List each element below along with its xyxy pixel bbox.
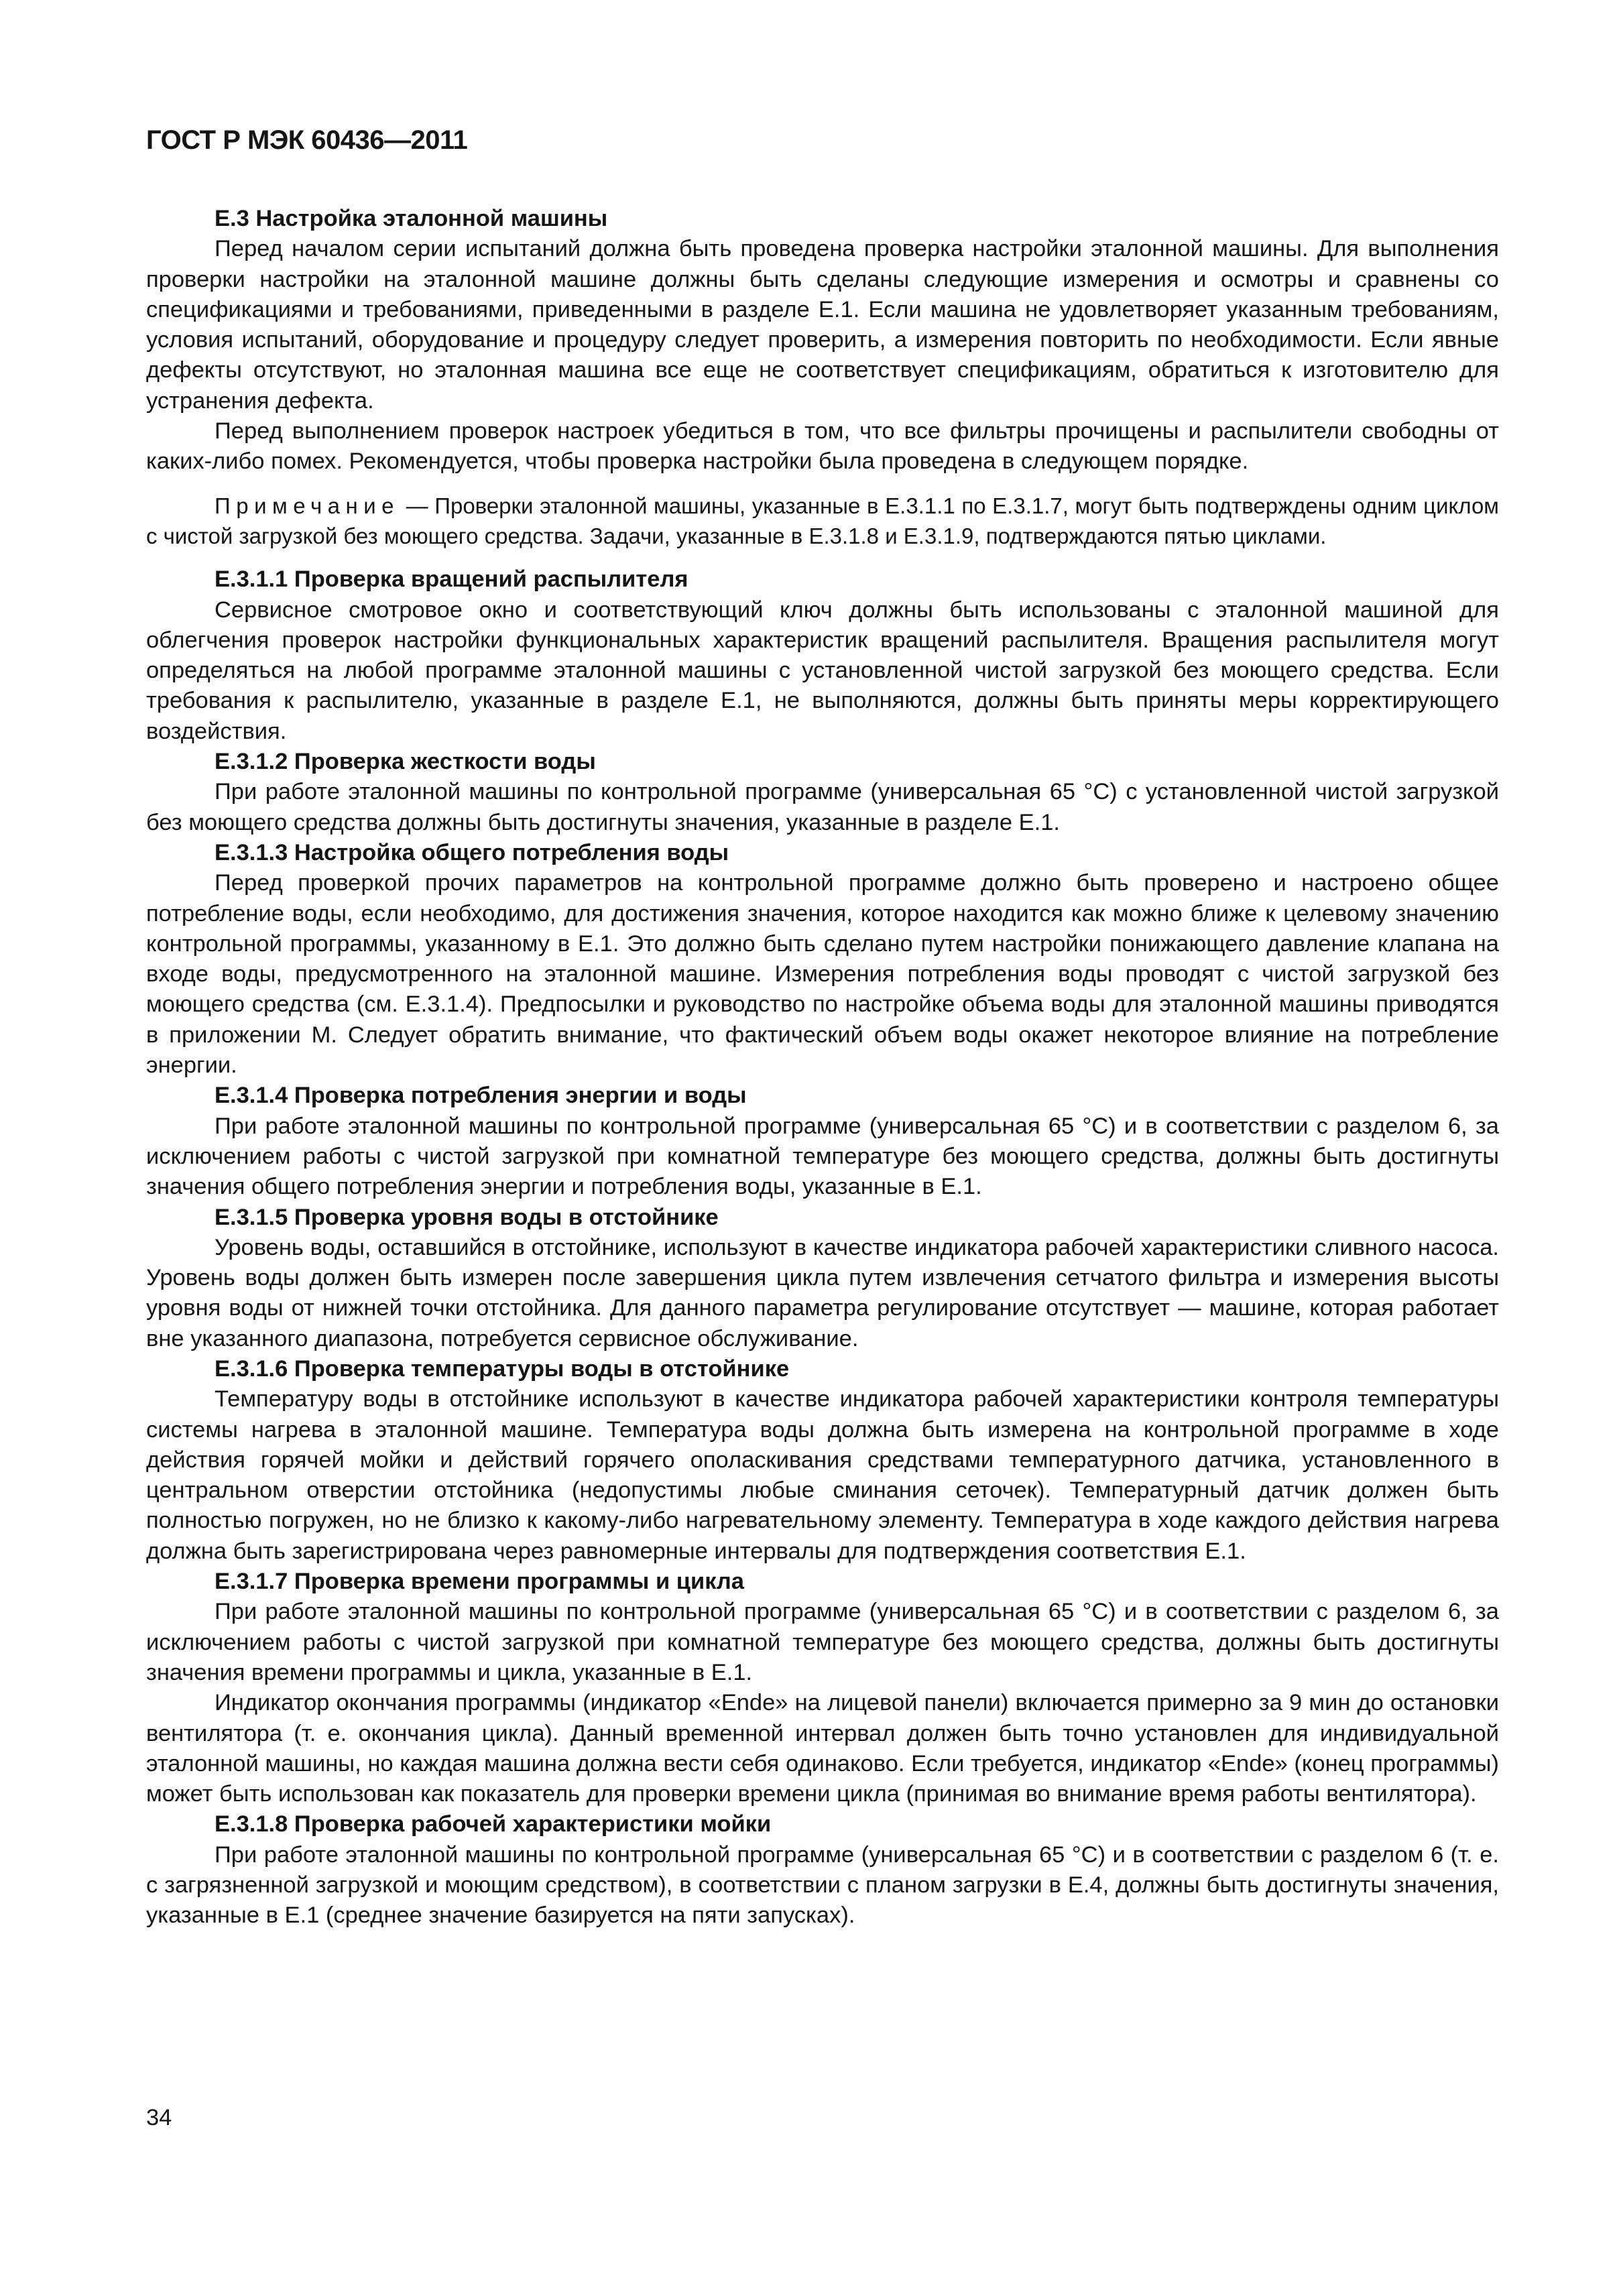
paragraph: Перед проверкой прочих параметров на контрольной программе должно быть проверено и настроено общее потребление воды, если необходимо, для достижения значения, которое находится как можно ближе к целевому значению контрольной программы, указанному в Е.1. Это должно быть сделано путем настройки понижающего давление клапана на входе воды, предусмотренного на эталонной машине. Измерения потребления воды проводят с чистой загрузкой без моющего средства (см. Е.3.1.4). Предпосылки и руководство по настройке объема воды для эталонной машины приводятся в приложении М. Следует обратить внимание, что фактический объем воды окажет некоторое влияние на потребление энергии. <box>146 870 1499 1079</box>
note-text: — Проверки эталонной машины, указанные в Е.3.1.1 по Е.3.1.7, могут быть подтверждены одним циклом с чистой загрузкой без моющего средства. Задачи, указанные в Е.3.1.8 и Е.3.1.9, подтверждаются пятью циклами. <box>146 493 1499 548</box>
subsection-heading: Е.3.1.3 Настройка общего потребления воды <box>215 839 729 865</box>
subsection-heading: Е.3.1.4 Проверка потребления энергии и воды <box>215 1083 747 1109</box>
running-header: ГОСТ Р МЭК 60436—2011 <box>146 125 468 155</box>
note-label: Примечание <box>215 493 400 518</box>
paragraph: Перед выполнением проверок настроек убедиться в том, что все фильтры прочищены и распылители свободны от каких-либо помех. Рекомендуется, чтобы проверка настройки была проведена в следующем порядке. <box>146 418 1499 475</box>
paragraph: Индикатор окончания программы (индикатор «Ende» на лицевой панели) включается примерно за 9 мин до остановки вентилятора (т. е. окончания цикла). Данный временной интервал должен быть точно установлен для индивидуальной эталонной машины, но каждая машина должна вести себя одинаково. Если требуется, индикатор «Ende» (конец программы) может быть использован как показатель для проверки времени цикла (принимая во внимание время работы вентилятора). <box>146 1690 1499 1807</box>
page-body <box>146 204 1499 1931</box>
subsection-heading: Е.3.1.1 Проверка вращений распылителя <box>215 566 688 593</box>
paragraph: При работе эталонной машины по контрольной программе (универсальная 65 °С) и в соответствии с разделом 6, за исключением работы с чистой загрузкой при комнатной температуре без моющего средства, должны быть достигнуты значения времени программы и цикла, указанные в Е.1. <box>146 1599 1499 1685</box>
paragraph: При работе эталонной машины по контрольной программе (универсальная 65 °С) и в соответствии с разделом 6, за исключением работы с чистой загрузкой при комнатной температуре без моющего средства, должны быть достигнуты значения общего потребления энергии и потребления воды, указанные в Е.1. <box>146 1113 1499 1200</box>
paragraph: При работе эталонной машины по контрольной программе (универсальная 65 °С) и в соответствии с разделом 6 (т. е. с загрязненной загрузкой и моющим средством), в соответствии с планом загрузки в Е.4, должны быть достигнуты значения, указанные в Е.1 (среднее значение базируется на пяти запусках). <box>146 1841 1499 1929</box>
paragraph: Уровень воды, оставшийся в отстойнике, используют в качестве индикатора рабочей характеристики сливного насоса. Уровень воды должен быть измерен после завершения цикла путем извлечения сетчатого фильтра и измерения высоты уровня воды от нижней точки отстойника. Для данного параметра регулирование отсутствует — машине, которая работает вне указанного диапазона, потребуется сервисное обслуживание. <box>146 1234 1499 1351</box>
subsection-heading: Е.3.1.5 Проверка уровня воды в отстойнике <box>215 1204 719 1230</box>
section-heading: Е.3 Настройка эталонной машины <box>215 206 608 231</box>
paragraph: Температуру воды в отстойнике используют в качестве индикатора рабочей характеристики контроля температуры системы нагрева в эталонной машине. Температура воды должна быть измерена на контрольной программе в ходе действия горячей мойки и действий горячего ополаскивания средствами температурного датчика, установленного в центральном отверстии отстойника (недопустимы любые сминания сеточек). Температурный датчик должен быть полностью погружен, но не близко к какому-либо нагревательному элементу. Температура в ходе каждого действия нагрева должна быть зарегистрирована через равномерные интервалы для подтверждения соответствия Е.1. <box>146 1386 1499 1564</box>
page-number: 34 <box>146 2105 172 2130</box>
note <box>146 491 1499 552</box>
subsection-heading: Е.3.1.8 Проверка рабочей характеристики мойки <box>215 1811 772 1837</box>
subsection-heading: Е.3.1.7 Проверка времени программы и цикла <box>215 1569 744 1595</box>
paragraph: Сервисное смотровое окно и соответствующий ключ должны быть использованы с эталонной машиной для облегчения проверок настройки функциональных характеристик вращений распылителя. Вращения распылителя могут определяться на любой программе эталонной машины с установленной чистой загрузкой без моющего средства. Если требования к распылителю, указанные в разделе Е.1, не выполняются, должны быть приняты меры корректирующего воздействия. <box>146 597 1499 744</box>
subsection-heading: Е.3.1.6 Проверка температуры воды в отстойнике <box>215 1355 790 1382</box>
paragraph: Перед началом серии испытаний должна быть проведена проверка настройки эталонной машины. Для выполнения проверки настройки на эталонной машине должны быть сделаны следующие измерения и осмотры и сравнены со спецификациями и требованиями, приведенными в разделе Е.1. Если машина не удовлетворяет указанным требованиям, условия испытаний, оборудование и процедуру следует проверить, а измерения повторить по необходимости. Если явные дефекты отсутствуют, но эталонная машина все еще не соответствует спецификациям, обратиться к изготовителю для устранения дефекта. <box>146 236 1499 414</box>
subsection-heading: Е.3.1.2 Проверка жесткости воды <box>215 749 596 775</box>
paragraph: При работе эталонной машины по контрольной программе (универсальная 65 °С) с установленной чистой загрузкой без моющего средства должны быть достигнуты значения, указанные в разделе Е.1. <box>146 779 1499 835</box>
